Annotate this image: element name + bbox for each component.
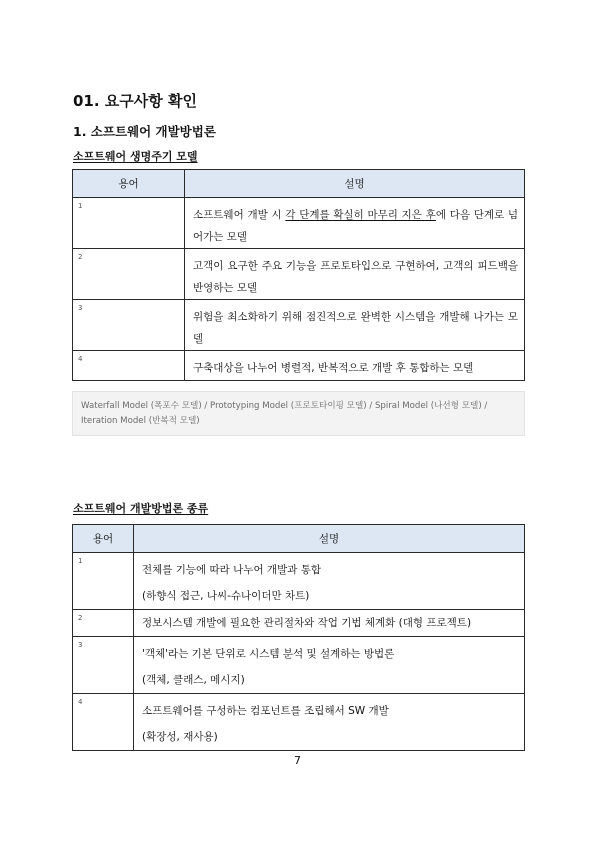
row-description	[185, 198, 525, 249]
answer-hint-box: Waterfall Model (폭포수 모델) / Prototyping Model (프로토타이핑 모델) / Spiral Model (나선형 모델) / Iteration Model (반복적 모델)	[72, 391, 525, 436]
desc-text: 구축대상을 나누어 병렬적, 반복적으로 개발 후 통합하는 모델	[193, 362, 474, 374]
methodology-types-table	[72, 524, 525, 751]
row-number: 2	[73, 249, 185, 300]
row-number: 4	[73, 694, 134, 751]
row-description	[134, 637, 525, 694]
table-row	[73, 351, 525, 381]
table-row	[73, 198, 525, 249]
row-number: 3	[73, 300, 185, 351]
desc-text: 소프트웨어 개발 시	[193, 209, 286, 221]
desc-text: 고객이 요구한 주요 기능을 프로토타입으로 구현하여, 고객의 피드백을 반영하는 모델	[193, 260, 518, 294]
table-row	[73, 553, 525, 610]
row-number: 1	[73, 553, 134, 610]
desc-text: 에 다음 단계로 넘어가는 모델	[193, 209, 519, 243]
lifecycle-model-title: 소프트웨어 생명주기 모델	[73, 150, 198, 163]
row-number: 2	[73, 610, 134, 637]
desc-text: 위험을 최소화하기 위해 점진적으로 완벽한 시스템을 개발해 나가는 모델	[193, 311, 518, 345]
lifecycle-model-table	[72, 169, 525, 381]
desc-line: (확장성, 재사용)	[142, 731, 218, 743]
row-description	[134, 553, 525, 610]
row-number: 1	[73, 198, 185, 249]
desc-line: (객체, 클래스, 메시지)	[142, 674, 245, 686]
desc-line: 소프트웨어를 구성하는 컴포넌트를 조립해서 SW 개발	[142, 705, 389, 717]
row-description	[134, 610, 525, 637]
row-description	[185, 300, 525, 351]
chapter-heading: 01. 요구사항 확인	[73, 92, 197, 110]
table-row	[73, 300, 525, 351]
desc-line: (하향식 접근, 나씨-슈나이더만 차트)	[142, 590, 310, 602]
row-description	[185, 351, 525, 381]
column-header-description: 설명	[185, 170, 525, 198]
desc-line: '객체'라는 기본 단위로 시스템 분석 및 설계하는 방법론	[142, 648, 395, 660]
methodology-types-title: 소프트웨어 개발방법론 종류	[73, 502, 209, 515]
row-number: 4	[73, 351, 185, 381]
column-header-term: 용어	[73, 170, 185, 198]
page-number: 7	[294, 754, 301, 767]
row-number: 3	[73, 637, 134, 694]
table-row	[73, 249, 525, 300]
row-description	[185, 249, 525, 300]
section-heading: 1. 소프트웨어 개발방법론	[73, 124, 216, 139]
desc-line: 정보시스템 개발에 필요한 관리절차와 작업 기법 체계화 (대형 프로젝트)	[142, 617, 472, 629]
table-row	[73, 637, 525, 694]
desc-line: 전체를 기능에 따라 나누어 개발과 통합	[142, 564, 321, 576]
table-header-row	[73, 525, 525, 553]
table-row	[73, 610, 525, 637]
desc-underlined-text: 각 단계를 확실히 마무리 지은 후	[285, 209, 436, 221]
table-header-row	[73, 170, 525, 198]
table-row	[73, 694, 525, 751]
row-description	[134, 694, 525, 751]
column-header-description: 설명	[134, 525, 525, 553]
column-header-term: 용어	[73, 525, 134, 553]
